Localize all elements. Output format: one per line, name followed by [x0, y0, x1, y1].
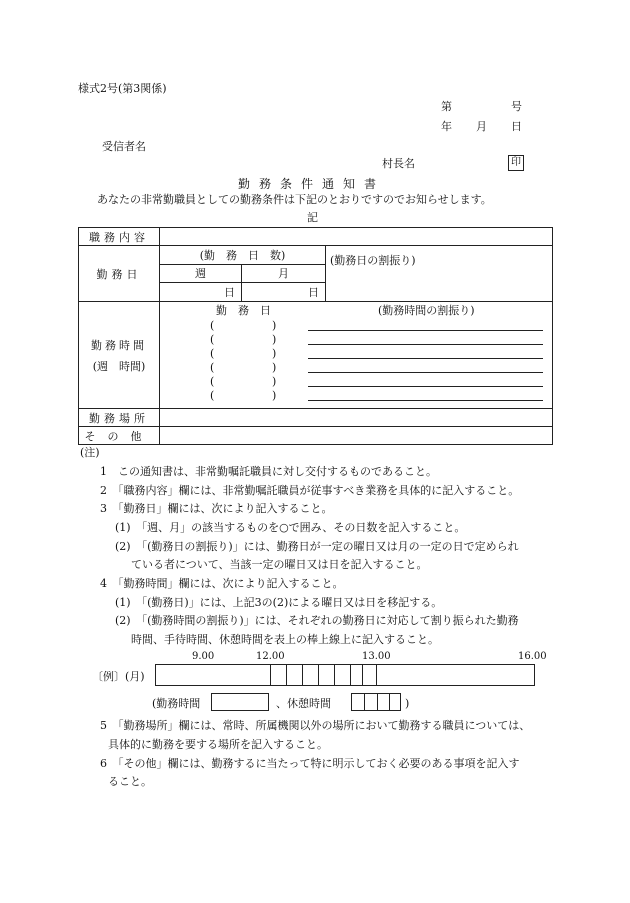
timeline-tick	[270, 664, 271, 686]
work-hours-label-cell	[79, 302, 160, 409]
rest-tick	[389, 693, 390, 711]
work-days-allocation-label: (勤務日の割振り)	[330, 254, 416, 267]
paren-open: (	[210, 333, 215, 346]
allocation-line	[308, 400, 543, 401]
row-work-hours	[79, 302, 553, 409]
allocation-line	[308, 372, 543, 373]
note-3-2a: (2) 「(勤務日の割振り)」には、勤務日が一定の曜日又は月の一定の日で定められ	[115, 540, 519, 553]
days-cell-1[interactable]	[160, 283, 242, 302]
number-prefix: 第	[441, 100, 452, 113]
work-days-label: 勤務日	[79, 246, 160, 302]
note-3: 3 「勤務日」欄には、次により記入すること。	[100, 502, 333, 515]
work-time-box	[211, 693, 269, 711]
paren-close: )	[272, 319, 277, 332]
row-job-content	[79, 228, 553, 246]
rest-time-box	[351, 693, 401, 711]
work-place-label: 勤務場所	[79, 409, 160, 427]
example-timeline-bar	[155, 664, 535, 686]
paren-close: )	[272, 375, 277, 388]
timeline-tick	[302, 664, 303, 686]
row-work-place	[79, 409, 553, 427]
timeline-tick	[334, 664, 335, 686]
week-label: 週	[195, 267, 206, 281]
paren-open: (	[210, 319, 215, 332]
close-paren: )	[405, 697, 410, 710]
date-day: 日	[511, 120, 522, 133]
form-number: 様式2号(第3関係)	[78, 82, 167, 95]
work-hours-week-label: (週 時間)	[92, 359, 146, 373]
work-hours-allocation-label: (勤務時間の割振り)	[378, 304, 475, 317]
timeline-tick	[362, 664, 363, 686]
days-cell-2[interactable]	[242, 283, 326, 302]
document-title: 勤務条件通知書	[238, 177, 386, 191]
note-4: 4 「勤務時間」欄には、次により記入すること。	[100, 577, 344, 590]
rest-time-label: 、休憩時間	[276, 697, 331, 710]
paren-open: (	[210, 375, 215, 388]
work-hours-detail-cell[interactable]	[160, 302, 553, 409]
work-place-cell[interactable]	[160, 409, 553, 427]
job-content-label: 職務内容	[79, 228, 160, 246]
work-hours-label: 勤務時間	[91, 338, 147, 352]
note-4-1: (1) 「(勤務日)」には、上記3の(2)による曜日又は日を移記する。	[115, 596, 443, 609]
row-other	[79, 427, 553, 445]
time-label-9: 9.00	[192, 651, 215, 662]
date-year: 年	[441, 120, 452, 133]
rest-tick	[364, 693, 365, 711]
intro-text: あなたの非常勤職員としての勤務条件は下記のとおりですのでお知らせします。	[97, 193, 492, 206]
note-6b: ること。	[108, 775, 152, 788]
paren-open: (	[210, 361, 215, 374]
note-4-2a: (2) 「(勤務時間の割振り)」には、それぞれの勤務日に対応して割り振られた勤務	[115, 614, 519, 627]
other-cell[interactable]	[160, 427, 553, 445]
paren-open: (	[210, 347, 215, 360]
recipient-label: 受信者名	[102, 140, 146, 153]
time-label-16: 16.00	[518, 651, 547, 662]
allocation-line	[308, 358, 543, 359]
date-month: 月	[476, 120, 487, 133]
timeline-tick	[376, 664, 377, 686]
work-days-count-label: (勤 務 日 数)	[160, 246, 326, 265]
work-day-col-label: 勤 務 日	[216, 304, 271, 317]
work-time-label: (勤務時間	[152, 697, 201, 710]
timeline-tick	[286, 664, 287, 686]
example-label: 〔例〕(月)	[92, 670, 145, 683]
paren-close: )	[272, 389, 277, 402]
note-3-2b: ている者について、当該一定の曜日又は日を記入すること。	[131, 558, 428, 571]
month-label: 月	[278, 267, 289, 281]
time-label-13: 13.00	[362, 651, 391, 662]
note-6a: 6 「その他」欄には、勤務するに当たって特に明示しておく必要のある事項を記入す	[100, 757, 520, 770]
ki-mark: 記	[307, 211, 318, 224]
notes-heading: (注)	[80, 446, 100, 459]
allocation-line	[308, 344, 543, 345]
paren-close: )	[272, 347, 277, 360]
allocation-line	[308, 386, 543, 387]
seal-stamp: 印	[508, 155, 524, 171]
note-3-1: (1) 「週、月」の該当するものを○で囲み、その日数を記入すること。	[115, 521, 466, 534]
number-suffix: 号	[511, 100, 522, 113]
month-cell[interactable]	[242, 264, 326, 283]
job-content-cell[interactable]	[160, 228, 553, 246]
week-cell[interactable]	[160, 264, 242, 283]
note-1: 1 この通知書は、非常勤嘱託職員に対し交付するものであること。	[100, 465, 437, 478]
row-work-days-header	[79, 246, 553, 265]
sender-label: 村長名	[382, 157, 415, 170]
note-5b: 具体的に勤務を要する場所を記入すること。	[108, 738, 328, 751]
note-5a: 5 「勤務場所」欄には、常時、所属機関以外の場所において勤務する職員については、	[100, 719, 531, 732]
other-label: その他	[79, 427, 160, 445]
allocation-line	[308, 330, 543, 331]
time-label-12: 12.00	[256, 651, 285, 662]
paren-open: (	[210, 389, 215, 402]
note-4-2b: 時間、手待時間、休憩時間を表上の棒上線上に記入すること。	[131, 633, 439, 646]
timeline-tick	[318, 664, 319, 686]
conditions-table	[78, 227, 553, 445]
timeline-tick	[350, 664, 351, 686]
day-unit-label: 日	[308, 286, 319, 300]
note-2: 2 「職務内容」欄には、非常勤嘱託職員が従事すべき業務を具体的に記入すること。	[100, 484, 520, 497]
day-unit-label: 日	[224, 286, 235, 300]
paren-close: )	[272, 361, 277, 374]
rest-tick	[377, 693, 378, 711]
paren-close: )	[272, 333, 277, 346]
